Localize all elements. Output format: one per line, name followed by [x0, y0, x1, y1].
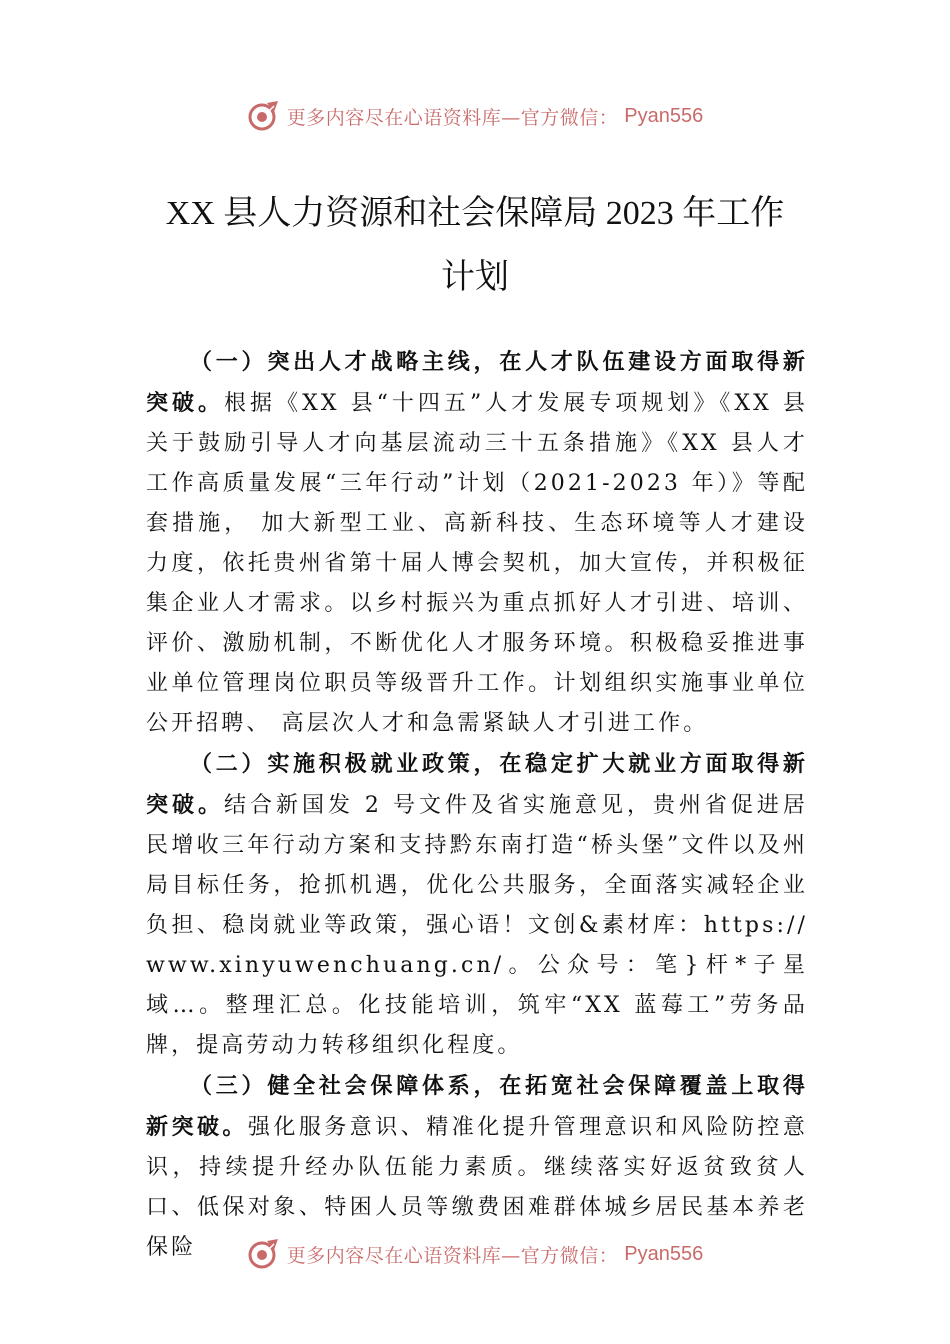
pen-logo-icon [247, 99, 281, 133]
title-line-2: 计划 [441, 259, 509, 296]
paragraph-heading: （一）突出人才战略主线，在人才队伍建设方面取得新突破。 [146, 349, 808, 416]
paragraph-heading: （二）实施积极就业政策，在稳定扩大就业方面取得新突破。 [146, 751, 808, 818]
watermark-id: Pyan556 [624, 1242, 704, 1265]
paragraph-2 [146, 744, 808, 1066]
document-body [146, 342, 808, 1268]
footer-watermark [0, 1234, 950, 1274]
watermark-text: 更多内容尽在心语资料库—官方微信： [286, 1244, 619, 1267]
document-title [120, 182, 830, 310]
paragraph-text: 结合新国发 2 号文件及省实施意见，贵州省促进居民增收三年行动方案和支持黔东南打造“桥头堡”文件以及州局目标任务，抢抓机遇，优化公共服务，全面落实减轻企业负担、稳岗就业等政策，强心语！文创&素材库：https://www.xinyuwenchuang.cn/。公众号：笔}杆*子星域…。整理汇总。化技能培训，筑牢“XX 蓝莓工”劳务品牌，提高劳动力转移组织化程度。 [146, 793, 808, 1058]
header-watermark [0, 96, 950, 136]
paragraph-1 [146, 342, 808, 744]
watermark-id: Pyan556 [624, 104, 704, 127]
watermark-text: 更多内容尽在心语资料库—官方微信： [286, 106, 619, 129]
paragraph-text: 强化服务意识、精准化提升管理意识和风险防控意识，持续提升经办队伍能力素质。继续落实好返贫致贫人口、低保对象、特困人员等缴费困难群体城乡居民基本养老保险 [146, 1115, 808, 1260]
paragraph-text: 根据《XX 县“十四五”人才发展专项规划》《XX 县关于鼓励引导人才向基层流动三十五条措施》《XX 县人才工作高质量发展“三年行动”计划（2021-2023 年）》等配套措施， 加大新型工业、高新科技、生态环境等人才建设力度，依托贵州省第十届人博会契机，加大宣传，并积极征集企业人才需求。以乡村振兴为重点抓好人才引进、培训、评价、激励机制，不断优化人才服务环境。积极稳妥推进事业单位管理岗位职员等级晋升工作。计划组织实施事业单位公开招聘、 高层次人才和急需紧缺人才引进工作。 [146, 391, 808, 736]
pen-logo-icon [247, 1237, 281, 1271]
title-line-1: XX 县人力资源和社会保障局 2023 年工作 [165, 195, 785, 232]
paragraph-heading: （三）健全社会保障体系，在拓宽社会保障覆盖上取得新突破。 [146, 1073, 808, 1140]
